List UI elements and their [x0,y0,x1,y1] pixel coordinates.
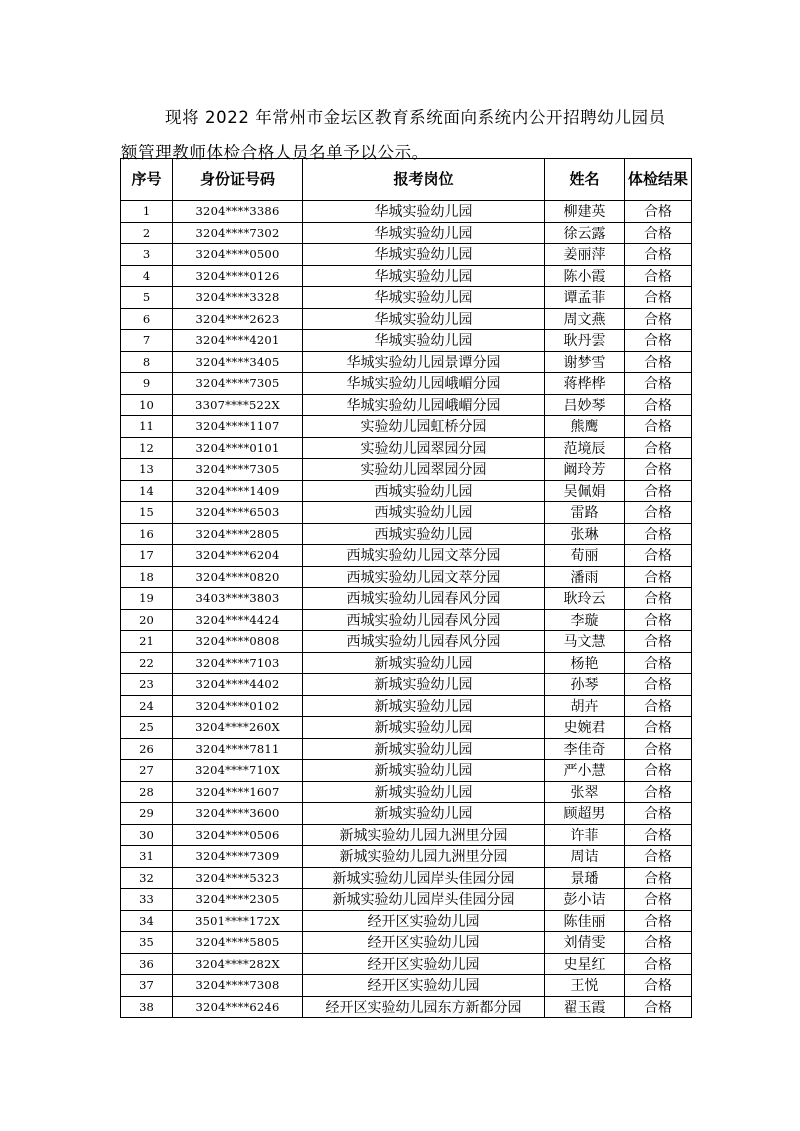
cell-name: 周诘 [545,846,625,868]
table-row [121,674,692,696]
cell-result: 合格 [625,308,692,330]
cell-name: 蒋桦桦 [545,373,625,395]
cell-name: 顾超男 [545,803,625,825]
cell-name: 李佳奇 [545,738,625,760]
cell-position: 新城实验幼儿园 [303,695,545,717]
cell-position: 新城实验幼儿园 [303,760,545,782]
cell-position: 新城实验幼儿园岸头佳园分园 [303,889,545,911]
cell-id: 3204****1607 [173,781,303,803]
cell-name: 孙琴 [545,674,625,696]
cell-id: 3204****5323 [173,867,303,889]
table-row [121,652,692,674]
table-row [121,545,692,567]
cell-result: 合格 [625,910,692,932]
header-name: 姓名 [545,159,625,201]
table-row [121,717,692,739]
cell-name: 彭小诘 [545,889,625,911]
cell-seq: 17 [121,545,173,567]
table-row [121,265,692,287]
table-row [121,222,692,244]
cell-name: 范境辰 [545,437,625,459]
cell-id: 3204****0500 [173,244,303,266]
cell-id: 3204****7302 [173,222,303,244]
cell-result: 合格 [625,824,692,846]
cell-result: 合格 [625,373,692,395]
cell-name: 潘雨 [545,566,625,588]
cell-seq: 12 [121,437,173,459]
cell-result: 合格 [625,222,692,244]
cell-position: 经开区实验幼儿园 [303,975,545,997]
cell-result: 合格 [625,330,692,352]
cell-seq: 30 [121,824,173,846]
cell-id: 3204****1409 [173,480,303,502]
cell-result: 合格 [625,631,692,653]
cell-id: 3204****7305 [173,373,303,395]
cell-seq: 3 [121,244,173,266]
cell-id: 3204****6503 [173,502,303,524]
table-row [121,609,692,631]
table-row [121,738,692,760]
cell-id: 3204****7103 [173,652,303,674]
cell-result: 合格 [625,244,692,266]
cell-seq: 20 [121,609,173,631]
header-id: 身份证号码 [173,159,303,201]
cell-name: 景璠 [545,867,625,889]
cell-seq: 8 [121,351,173,373]
cell-name: 史星红 [545,953,625,975]
cell-name: 史婉君 [545,717,625,739]
cell-seq: 2 [121,222,173,244]
cell-seq: 10 [121,394,173,416]
cell-id: 3204****3328 [173,287,303,309]
cell-id: 3204****2305 [173,889,303,911]
table-row [121,760,692,782]
table-row [121,459,692,481]
cell-result: 合格 [625,717,692,739]
table-row [121,502,692,524]
cell-result: 合格 [625,437,692,459]
results-table [120,158,692,1018]
cell-id: 3204****0820 [173,566,303,588]
cell-name: 刘倩雯 [545,932,625,954]
cell-name: 谭孟菲 [545,287,625,309]
cell-result: 合格 [625,867,692,889]
cell-id: 3204****7305 [173,459,303,481]
cell-position: 华城实验幼儿园 [303,308,545,330]
table-header-row [121,159,692,201]
table-row [121,846,692,868]
cell-seq: 1 [121,201,173,223]
cell-id: 3403****3803 [173,588,303,610]
cell-name: 李璇 [545,609,625,631]
cell-result: 合格 [625,674,692,696]
cell-result: 合格 [625,416,692,438]
cell-name: 耿丹雲 [545,330,625,352]
table-row [121,566,692,588]
cell-position: 实验幼儿园翠园分园 [303,437,545,459]
cell-seq: 15 [121,502,173,524]
cell-seq: 9 [121,373,173,395]
cell-id: 3204****2623 [173,308,303,330]
cell-seq: 6 [121,308,173,330]
cell-position: 华城实验幼儿园景谭分园 [303,351,545,373]
cell-name: 张翠 [545,781,625,803]
table-row [121,244,692,266]
cell-position: 华城实验幼儿园 [303,265,545,287]
cell-name: 姜丽萍 [545,244,625,266]
table-row [121,932,692,954]
cell-position: 西城实验幼儿园文萃分园 [303,545,545,567]
header-result: 体检结果 [625,159,692,201]
cell-result: 合格 [625,846,692,868]
cell-seq: 11 [121,416,173,438]
cell-name: 雷路 [545,502,625,524]
cell-name: 陈小霞 [545,265,625,287]
cell-name: 周文燕 [545,308,625,330]
cell-seq: 19 [121,588,173,610]
cell-position: 华城实验幼儿园峨嵋分园 [303,394,545,416]
cell-result: 合格 [625,975,692,997]
cell-position: 西城实验幼儿园春风分园 [303,609,545,631]
cell-seq: 26 [121,738,173,760]
cell-id: 3204****3405 [173,351,303,373]
cell-position: 华城实验幼儿园峨嵋分园 [303,373,545,395]
cell-id: 3204****3600 [173,803,303,825]
cell-seq: 31 [121,846,173,868]
cell-seq: 34 [121,910,173,932]
cell-position: 新城实验幼儿园岸头佳园分园 [303,867,545,889]
cell-position: 实验幼儿园翠园分园 [303,459,545,481]
cell-id: 3501****172X [173,910,303,932]
cell-position: 西城实验幼儿园文萃分园 [303,566,545,588]
table-row [121,480,692,502]
cell-seq: 13 [121,459,173,481]
cell-seq: 5 [121,287,173,309]
cell-name: 吴佩娟 [545,480,625,502]
cell-result: 合格 [625,803,692,825]
cell-id: 3204****282X [173,953,303,975]
cell-result: 合格 [625,523,692,545]
cell-id: 3204****7308 [173,975,303,997]
cell-id: 3204****710X [173,760,303,782]
cell-name: 耿玲云 [545,588,625,610]
table-row [121,975,692,997]
cell-seq: 35 [121,932,173,954]
cell-result: 合格 [625,588,692,610]
cell-position: 华城实验幼儿园 [303,244,545,266]
table-row [121,201,692,223]
cell-name: 王悦 [545,975,625,997]
cell-id: 3204****6204 [173,545,303,567]
cell-result: 合格 [625,545,692,567]
cell-result: 合格 [625,287,692,309]
table-row [121,803,692,825]
cell-result: 合格 [625,265,692,287]
cell-id: 3204****1107 [173,416,303,438]
cell-name: 谢梦雪 [545,351,625,373]
cell-seq: 21 [121,631,173,653]
cell-position: 西城实验幼儿园春风分园 [303,588,545,610]
table-row [121,953,692,975]
cell-position: 实验幼儿园虹桥分园 [303,416,545,438]
header-seq: 序号 [121,159,173,201]
table-body [121,201,692,1018]
table-row [121,910,692,932]
cell-position: 新城实验幼儿园九洲里分园 [303,824,545,846]
cell-position: 新城实验幼儿园 [303,738,545,760]
table-row [121,308,692,330]
cell-seq: 28 [121,781,173,803]
cell-name: 翟玉霞 [545,996,625,1018]
cell-id: 3204****0102 [173,695,303,717]
cell-name: 吕妙琴 [545,394,625,416]
cell-position: 华城实验幼儿园 [303,222,545,244]
table-row [121,631,692,653]
cell-seq: 32 [121,867,173,889]
cell-position: 华城实验幼儿园 [303,287,545,309]
cell-result: 合格 [625,566,692,588]
cell-seq: 25 [121,717,173,739]
table-row [121,523,692,545]
table-row [121,416,692,438]
cell-result: 合格 [625,480,692,502]
cell-seq: 27 [121,760,173,782]
cell-name: 徐云露 [545,222,625,244]
cell-position: 新城实验幼儿园 [303,781,545,803]
cell-position: 新城实验幼儿园 [303,674,545,696]
table-row [121,889,692,911]
table-row [121,824,692,846]
cell-result: 合格 [625,738,692,760]
cell-name: 杨艳 [545,652,625,674]
cell-seq: 38 [121,996,173,1018]
cell-position: 西城实验幼儿园春风分园 [303,631,545,653]
cell-result: 合格 [625,781,692,803]
table-row [121,394,692,416]
cell-position: 新城实验幼儿园 [303,803,545,825]
cell-name: 许菲 [545,824,625,846]
cell-seq: 29 [121,803,173,825]
table-row [121,996,692,1018]
cell-position: 经开区实验幼儿园 [303,932,545,954]
cell-name: 阚玲芳 [545,459,625,481]
cell-result: 合格 [625,652,692,674]
cell-position: 华城实验幼儿园 [303,201,545,223]
cell-seq: 4 [121,265,173,287]
cell-position: 经开区实验幼儿园东方新都分园 [303,996,545,1018]
cell-seq: 23 [121,674,173,696]
cell-seq: 24 [121,695,173,717]
cell-result: 合格 [625,459,692,481]
cell-id: 3204****3386 [173,201,303,223]
cell-name: 陈佳丽 [545,910,625,932]
table-row [121,588,692,610]
cell-position: 西城实验幼儿园 [303,502,545,524]
cell-id: 3204****260X [173,717,303,739]
cell-result: 合格 [625,609,692,631]
cell-id: 3204****4201 [173,330,303,352]
cell-seq: 14 [121,480,173,502]
cell-seq: 22 [121,652,173,674]
cell-id: 3204****0101 [173,437,303,459]
cell-position: 西城实验幼儿园 [303,523,545,545]
cell-result: 合格 [625,394,692,416]
cell-result: 合格 [625,953,692,975]
intro-line-1: 现将 2022 年常州市金坛区教育系统面向系统内公开招聘幼儿园员 [165,108,666,127]
cell-id: 3204****0506 [173,824,303,846]
cell-id: 3204****2805 [173,523,303,545]
cell-id: 3204****4424 [173,609,303,631]
table-row [121,437,692,459]
header-position: 报考岗位 [303,159,545,201]
cell-name: 柳建英 [545,201,625,223]
table-row [121,695,692,717]
cell-position: 西城实验幼儿园 [303,480,545,502]
cell-result: 合格 [625,996,692,1018]
cell-result: 合格 [625,889,692,911]
cell-seq: 33 [121,889,173,911]
table-row [121,330,692,352]
cell-id: 3204****7309 [173,846,303,868]
cell-position: 华城实验幼儿园 [303,330,545,352]
cell-id: 3204****7811 [173,738,303,760]
cell-result: 合格 [625,695,692,717]
cell-id: 3204****0126 [173,265,303,287]
cell-seq: 18 [121,566,173,588]
cell-name: 熊鹰 [545,416,625,438]
cell-id: 3204****4402 [173,674,303,696]
cell-result: 合格 [625,201,692,223]
cell-seq: 7 [121,330,173,352]
cell-result: 合格 [625,351,692,373]
cell-position: 经开区实验幼儿园 [303,953,545,975]
cell-result: 合格 [625,932,692,954]
cell-position: 新城实验幼儿园 [303,717,545,739]
table-row [121,781,692,803]
table-row [121,287,692,309]
cell-name: 胡卉 [545,695,625,717]
cell-position: 新城实验幼儿园 [303,652,545,674]
cell-name: 张琳 [545,523,625,545]
cell-name: 马文慧 [545,631,625,653]
cell-id: 3204****6246 [173,996,303,1018]
cell-result: 合格 [625,760,692,782]
table-row [121,351,692,373]
cell-id: 3307****522X [173,394,303,416]
cell-result: 合格 [625,502,692,524]
cell-seq: 16 [121,523,173,545]
cell-position: 新城实验幼儿园九洲里分园 [303,846,545,868]
cell-name: 荀丽 [545,545,625,567]
cell-id: 3204****0808 [173,631,303,653]
cell-position: 经开区实验幼儿园 [303,910,545,932]
table-row [121,373,692,395]
cell-name: 严小慧 [545,760,625,782]
table-row [121,867,692,889]
intro-line-2: 额管理教师体检合格人员名单予以公示。 [121,143,429,162]
cell-seq: 36 [121,953,173,975]
cell-id: 3204****5805 [173,932,303,954]
cell-seq: 37 [121,975,173,997]
